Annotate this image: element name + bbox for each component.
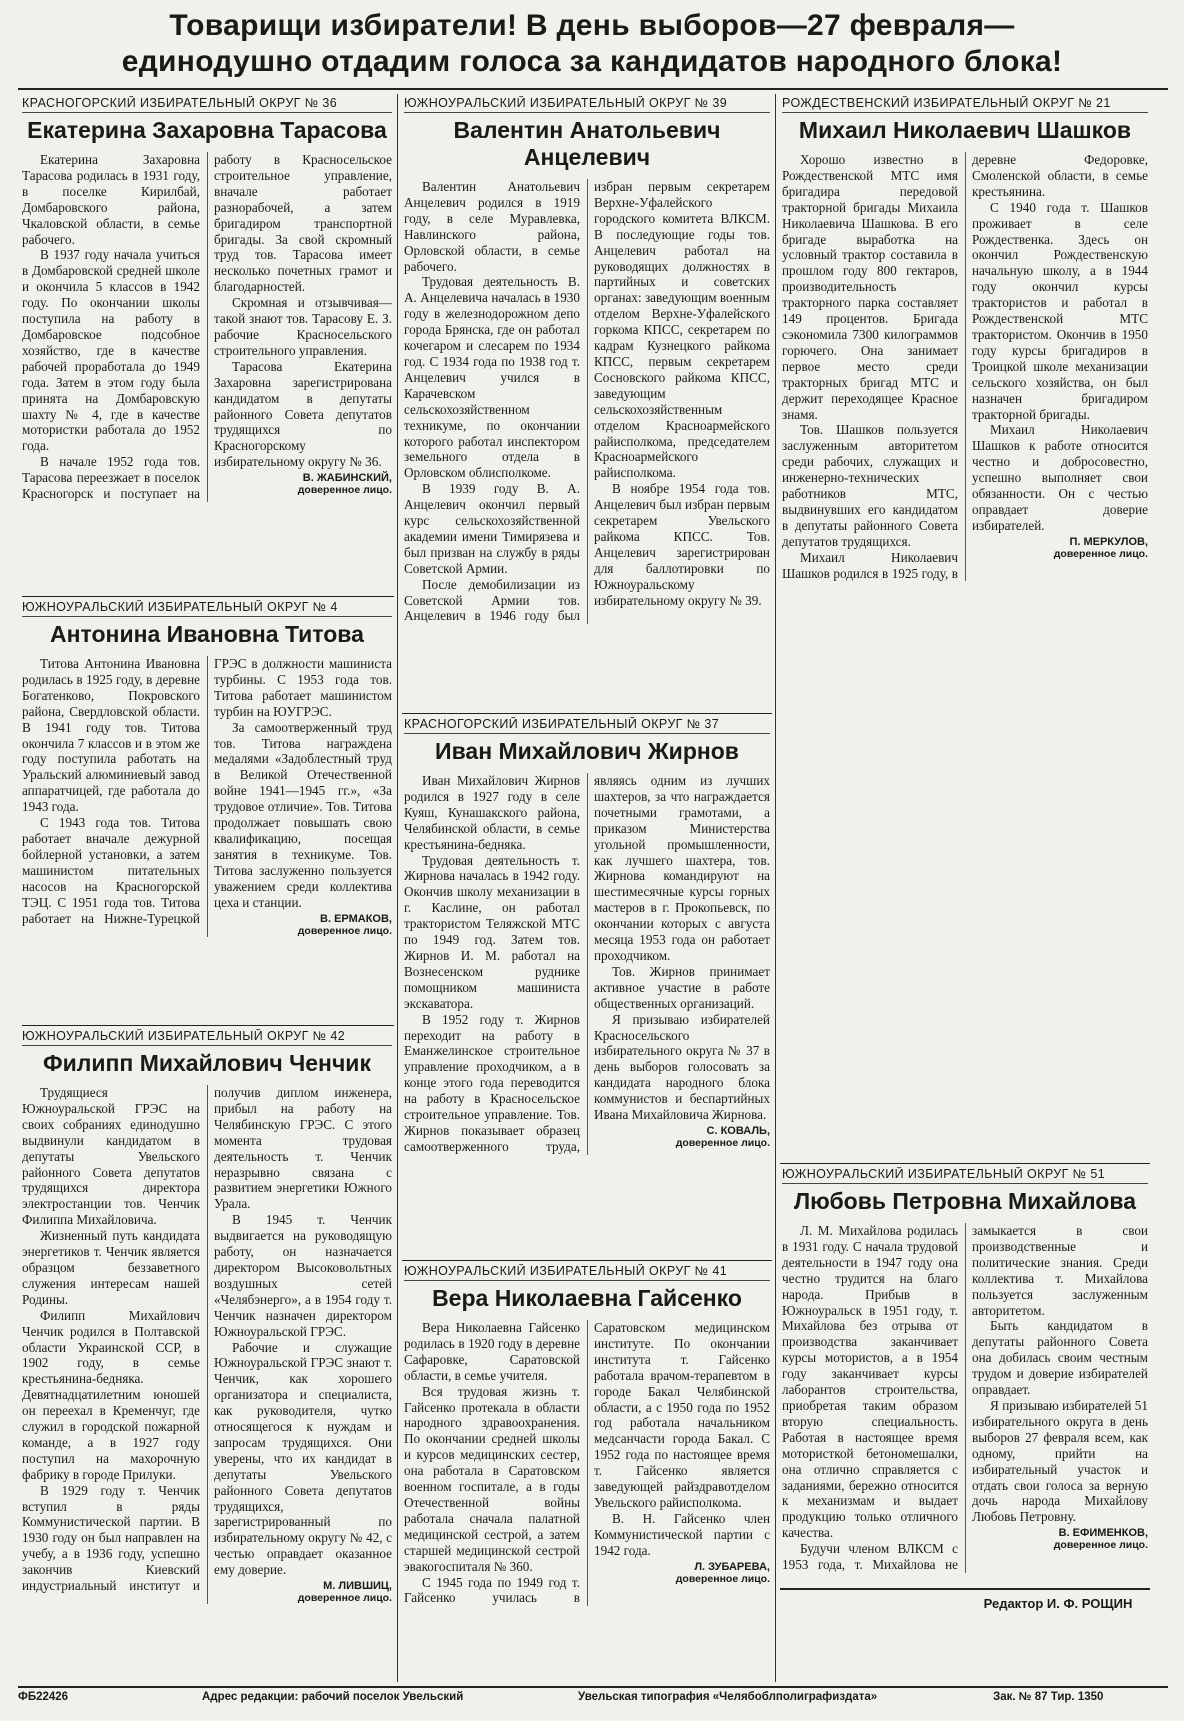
paragraph: Будучи членом ВЛКСМ с 1953 года, т. Михайлова не замыкается в свои производственные и политические знания. Среди коллектива т. Михайлова пользуется заслуженным авторитетом. [782, 1223, 1148, 1573]
headline-rule [18, 88, 1168, 90]
signature-role: доверенное лицо. [1053, 1539, 1148, 1552]
candidate-name: Иван Михайлович Жирнов [435, 738, 739, 764]
paragraph: Скромная и отзывчивая—такой знают тов. Тарасову Е. З. рабочие Красносельского строительного управления. [214, 295, 392, 358]
signature-role: доверенное лицо. [675, 1136, 770, 1149]
paragraph: Трудовая деятельность т. Жирнова началась в 1942 году. Окончив школу механизации в г. Каслине, он работал трактористом Теляжской МТС по 1949 год. Затем тов. Жирнов И. М. работал на Вознесенском руднике помощником машиниста экскаватора. [404, 852, 580, 1011]
paragraph: Михаил Николаевич Шашков к работе относится честно и добросовестно, успешно выполняет свои обязанности. Он с честью оправдает доверие избирателей. [972, 422, 1148, 533]
paragraph: Трудящиеся Южноуральской ГРЭС на своих собраниях единодушно выдвинули кандидатом в депутаты Увельского районного Совета депутатов трудящихся директора электростанции тов. Ченчик Филиппа Михайловича. [22, 1085, 200, 1228]
paragraph: Иван Михайлович Жирнов родился в 1927 году в селе Куяш, Кунашакского района, Челябинской области, в семье крестьянина-бедняка. [404, 773, 580, 852]
paragraph: Тарасова Екатерина Захаровна зарегистрирована кандидатом в депутаты районного Совета депутатов трудящихся по Красногорскому избирательному округу № 36. [214, 358, 392, 470]
paragraph: Михаил Николаевич Шашков родился в 1925 году, в деревне Федоровке, Смоленской области, в семье крестьянина. [782, 152, 1148, 581]
paragraph: В 1929 году т. Ченчик вступил в ряды Коммунистической партии. В 1930 году он был направлен на учебу, а в 1936 году, успешно закончив Киевский индустриальный институт и получив диплом инженера, прибыл на работу на Челябинскую ГРЭС. С этого момента трудовая деятельность т. Ченчик неразрывно связана с развитием энергетики Южного Урала. [22, 1085, 392, 1594]
article-text [22, 1085, 392, 1604]
article-gaisenko [404, 1264, 770, 1682]
article-separator [780, 1163, 1150, 1164]
paragraph: В 1945 т. Ченчик выдвигается на руководящую работу, он назначается директором Высоковольтных воздушных сетей «Челябэнерго», а в 1954 году т. Ченчик назначен директором Южноуральской ГРЭС. [214, 1212, 392, 1339]
signature-role: доверенное лицо. [297, 1592, 392, 1605]
signature-block [214, 1580, 392, 1604]
paragraph: Жизненный путь кандидата энергетиков т. Ченчик является образцом беззаветного служения интересам нашей Родины. [22, 1228, 200, 1307]
paragraph: В. Н. Гайсенко член Коммунистической партии с 1942 года. [594, 1510, 770, 1558]
article-text [22, 152, 392, 502]
article-text [404, 1320, 770, 1606]
candidate-name: Вера Николаевна Гайсенко [432, 1285, 742, 1311]
candidate-name: Филипп Михайлович Ченчик [43, 1050, 371, 1076]
footer-address: Адрес редакции: рабочий поселок Увельский [202, 1691, 464, 1703]
signature-block [972, 1527, 1148, 1551]
candidate-name: Любовь Петровна Михайлова [793, 1188, 1136, 1214]
district-label: ЮЖНОУРАЛЬСКИЙ ИЗБИРАТЕЛЬНЫЙ ОКРУГ № 42 [22, 1029, 392, 1046]
paragraph: Валентин Анатольевич Анцелевич родился в 1919 году, в селе Муравлевка, Навлинского района, Орловской области, в семье рабочего. [404, 179, 580, 274]
article-chenchik [22, 1029, 392, 1681]
paragraph: Титова Антонина Ивановна родилась в 1925 году, в деревне Богатенково, Покровского района, Свердловской области. В 1941 году тов. Титова окончила 7 классов и в этом же году поступила работать на Уральский алюминиевый завод аппаратчицей, где работала до 1943 года. [22, 656, 200, 815]
paragraph: После демобилизации из Советской Армии тов. Анцелевич в 1946 году был избран первым секретарем Верхне-Уфалейского городского комитета ВЛКСМ. В последующие годы тов. Анцелевич работал на руководящих должностях в партийных и советских органах: заведующим военным отделом Верхне-Уфалейского горкома КПСС, секретарем по кадрам Кузнецкого райкома КПСС, первым секретарем Сосновского райкома КПСС, заведующим сельскохозяйственным отделом Красноармейского райисполкома, председателем Красноармейского райисполкома. [404, 179, 770, 624]
paragraph: Вера Николаевна Гайсенко родилась в 1920 году в деревне Сафаровке, Саратовской области, в семье учителя. [404, 1320, 580, 1383]
article-text [782, 152, 1148, 581]
paragraph: В 1952 году т. Жирнов переходит на работу в Еманжелинское строительное управление проходчиком, а в конце этого года переводится на работу в Красносельское строительное управление. Тов. Жирнов показывает образец самоотверженного труда, являясь одним из лучших шахтеров, за что награждается почетными грамотами, а приказом Министерства угольной промышленности, как лучшего шахтера, тов. Жирнова командируют на шестимесячные курсы горных мастеров в г. Прокопьевск, по окончании которых с августа месяца 1953 года он работает проходчиком. [404, 773, 770, 1154]
article-separator [22, 596, 394, 597]
signature: В. ЕФИМЕНКОВ, [1058, 1527, 1148, 1540]
paragraph: Я призываю избирателей 51 избирательного округа в день выборов 27 февраля всем, как одному, прийти на избирательный участок и отдать свои голоса за верную дочь народа Михайлову Любовь Петровну. [972, 1397, 1148, 1525]
district-label: КРАСНОГОРСКИЙ ИЗБИРАТЕЛЬНЫЙ ОКРУГ № 37 [404, 717, 770, 734]
paragraph: За самоотверженный труд тов. Титова награждена медалями «Задоблестный труд в Великой Отечественной войне 1941—1945 гг.», «За трудовое отличие». Тов. Титова продолжает повышать свою квалификацию, посещая занятия в техникуме. Тов. Титова заслуженно пользуется уважением среди коллектива цеха и станции. [214, 719, 392, 910]
signature: М. ЛИВШИЦ, [323, 1580, 392, 1593]
article-antselevich [404, 96, 770, 708]
article-shashkov [782, 96, 1148, 652]
headline-line-1: Товарищи избиратели! В день выборов—27 февраля— [169, 9, 1015, 42]
paragraph: В начале 1952 года тов. Тарасова переезжает в поселок Красногорск и поступает на работу в Красносельское строительное управление, вначале работает разнорабочей, а затем бригадиром транспортной бригады. За свой скромный труд тов. Тарасова имеет несколько почетных грамот и благодарностей. [22, 152, 392, 502]
footer-code: ФБ22426 [18, 1691, 69, 1703]
footer-order: Зак. № 87 Тир. 1350 [993, 1691, 1104, 1703]
signature-block [972, 536, 1148, 560]
footer-printer: Увельская типография «Челябоблполиграфиздата» [578, 1691, 878, 1703]
paragraph: Вся трудовая жизнь т. Гайсенко протекала в области народного здравоохранения. По окончании средней школы и курсов медицинских сестер, она работала в Саратовском военном госпитале, а в годы Отечественной войны работала сначала палатной медицинской сестрой, а затем старшей медицинской сестрой эвакогоспиталя № 360. [404, 1383, 580, 1574]
paragraph: С 1945 года по 1949 год т. Гайсенко училась в Саратовском медицинском институте. По окончании института т. Гайсенко работала врачом-терапевтом в городе Бакал Челябинской области, а с 1950 года по 1952 год работала начальником медсанчасти города Бакал. С 1952 года по настоящее время т. Гайсенко является заведующей райздравотделом Увельского райисполкома. [404, 1320, 770, 1606]
paragraph: В 1937 году начала учиться в Домбаровской средней школе и окончила 5 классов в 1942 году. По окончании школы поступила на работу в Домбаровское подсобное хозяйство, где в качестве рабочей проработала до 1949 года. Затем в этом году была принята на Домбаровскую шахту № 4, где в качестве мотористки работала до 1952 года. [22, 247, 200, 454]
paragraph: Екатерина Захаровна Тарасова родилась в 1931 году, в поселке Кирилбай, Домбаровского района, Чкаловской области, в семье рабочего. [22, 152, 200, 247]
signature: С. КОВАЛЬ, [706, 1124, 770, 1137]
article-zhirnov [404, 717, 770, 1255]
footer [18, 1686, 1168, 1708]
editor-separator [780, 1588, 1150, 1590]
district-label: ЮЖНОУРАЛЬСКИЙ ИЗБИРАТЕЛЬНЫЙ ОКРУГ № 41 [404, 1264, 770, 1281]
signature: В. ЖАБИНСКИЙ, [302, 472, 392, 485]
paragraph: В ноябре 1954 года тов. Анцелевич был избран первым секретарем Увельского райкома КПСС. Тов. Анцелевич зарегистрирован для баллотировки по Южноуральскому избирательному округу № 39. [594, 481, 770, 608]
district-label: ЮЖНОУРАЛЬСКИЙ ИЗБИРАТЕЛЬНЫЙ ОКРУГ № 39 [404, 96, 770, 113]
paragraph: С 1940 года т. Шашков проживает в селе Рождественка. Здесь он окончил Рождественскую начальную школу, а в 1944 году окончил курсы трактористов и работал в Рождественской МТС трактористом. Окончив в 1950 году курсы бригадиров в Троицкой школе механизации сельского хозяйства, он был назначен бригадиром тракторной бригады. [972, 199, 1148, 422]
paragraph: Быть кандидатом в депутаты районного Совета она добилась своим честным трудом и доверие избирателей оправдает. [972, 1318, 1148, 1398]
article-text [404, 179, 770, 624]
signature: Л. ЗУБАРЕВА, [694, 1560, 770, 1573]
district-label: КРАСНОГОРСКИЙ ИЗБИРАТЕЛЬНЫЙ ОКРУГ № 36 [22, 96, 392, 113]
signature-block [594, 1561, 770, 1585]
article-titova [22, 600, 392, 1020]
editor-credit: Редактор И. Ф. РОЩИН [983, 1596, 1133, 1611]
column-divider-left [397, 94, 398, 1682]
signature: В. ЕРМАКОВ, [320, 912, 392, 925]
signature-role: доверенное лицо. [297, 484, 392, 497]
paragraph: Я призываю избирателей Красносельского избирательного округа № 37 в день выборов голосовать за кандидата народного блока коммунистов и беспартийных Ивана Михайловича Жирнова. [594, 1011, 770, 1123]
paragraph: Трудовая деятельность В. А. Анцелевича началась в 1930 году в железнодорожном депо города Брянска, где он работал кочегаром и слесарем по 1934 год. С 1934 года по 1938 год т. Анцелевич учился в Карачевском сельскохозяйственном техникуме, по окончании которого работал инспектором земельного отдела в Орловском облисполкоме. [404, 274, 580, 481]
paragraph: Филипп Михайлович Ченчик родился в Полтавской области Украинской ССР, в 1902 году, в семье крестьянина-бедняка. Девятнадцатилетним юношей он переехал в Кременчуг, где служил в городской пожарной команде, а в 1927 году поступил на махорочную фабрику в городе Прилуки. [22, 1307, 200, 1482]
paragraph: Тов. Жирнов принимает активное участие в работе общественных организаций. [594, 963, 770, 1011]
candidate-name: Михаил Николаевич Шашков [798, 117, 1132, 143]
district-label: РОЖДЕСТВЕНСКИЙ ИЗБИРАТЕЛЬНЫЙ ОКРУГ № 21 [782, 96, 1148, 113]
candidate-name: Антонина Ивановна Титова [50, 621, 364, 647]
article-separator [402, 1260, 772, 1261]
signature-block [594, 1125, 770, 1149]
candidate-name: Екатерина Захаровна Тарасова [27, 117, 387, 143]
district-label: ЮЖНОУРАЛЬСКИЙ ИЗБИРАТЕЛЬНЫЙ ОКРУГ № 4 [22, 600, 392, 617]
paragraph: В 1939 году В. А. Анцелевич окончил первый курс сельскохозяйственной академии имени Тимирязева и был призван на службу в ряды Советской Армии. [404, 481, 580, 576]
article-separator [402, 713, 772, 714]
paragraph: Хорошо известно в Рождественской МТС имя бригадира передовой тракторной бригады Михаила Николаевича Шашкова. В его бригаде выработка на условный трактор составила в прошлом году 800 гектаров, производительность тракторного парка составляет 149 процентов. Бригада сэкономила 7300 килограммов горючего. Она занимает первое место среди тракторных бригад МТС и держит переходящее Красное знамя. [782, 152, 958, 422]
signature-block [214, 472, 392, 496]
article-tarasova [22, 96, 392, 590]
signature-block [214, 913, 392, 937]
paragraph: Л. М. Михайлова родилась в 1931 году. С начала трудовой деятельности в 1947 году она честно трудится на благо народа. Прибыв в Южноуральск в 1951 году, т. Михайлова без отрыва от производства заканчивает курсы мотористов, а в 1954 году заканчивает курсы лаборантов строительства, приобретая таким образом вторую специальность. Работая в настоящее время мотористкой бетономешалки, она отлично справляется с заданиями, бережно относится к механизмам и выдает продукцию только отличного качества. [782, 1223, 958, 1541]
paragraph: Тов. Шашков пользуется заслуженным авторитетом среди рабочих, служащих и инженерно-технических работников МТС, выдвинувших его кандидатом в депутаты районного Совета депутатов трудящихся. [782, 422, 958, 549]
district-label: ЮЖНОУРАЛЬСКИЙ ИЗБИРАТЕЛЬНЫЙ ОКРУГ № 51 [782, 1167, 1148, 1184]
signature-role: доверенное лицо. [297, 924, 392, 937]
article-text [782, 1223, 1148, 1573]
headline-line-2: единодушно отдадим голоса за кандидатов народного блока! [121, 45, 1063, 78]
signature-role: доверенное лицо. [675, 1572, 770, 1585]
paragraph: Рабочие и служащие Южноуральской ГРЭС знают т. Ченчик, как хорошего организатора и специалиста, как руководителя, чутко относящегося к нуждам и запросам трудящихся. Они уверены, что их кандидат в депутаты Увельского районного Совета депутатов трудящихся, зарегистрированный по избирательному округу № 42, с честью оправдает оказанное ему доверие. [214, 1339, 392, 1578]
column-divider-right [775, 94, 776, 1682]
candidate-name: Валентин Анатольевич Анцелевич [453, 117, 721, 170]
signature: П. МЕРКУЛОВ, [1069, 535, 1148, 548]
paragraph: С 1943 года тов. Титова работает вначале дежурной бойлерной установки, а затем машинистом питательных насосов на Красногорской ТЭЦ. С 1951 года тов. Титова работает на Нижне-Турецкой ГРЭС в должности машиниста турбины. С 1953 года тов. Титова работает машинистом турбин на ЮУГРЭС. [22, 656, 392, 926]
article-text [404, 773, 770, 1155]
headline [0, 8, 1184, 80]
article-separator [22, 1025, 394, 1026]
signature-role: доверенное лицо. [1053, 547, 1148, 560]
article-mikhailova [782, 1167, 1148, 1583]
article-text [22, 656, 392, 937]
